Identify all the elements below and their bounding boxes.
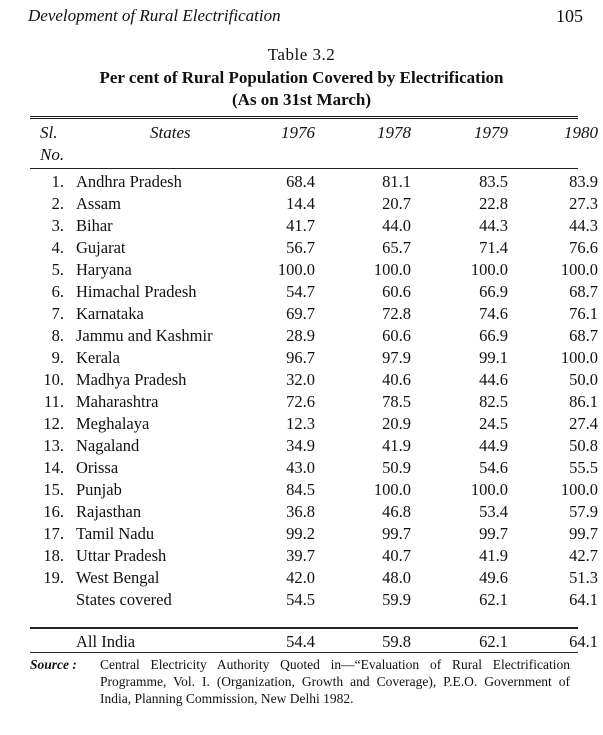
row-value-1976: 100.0 <box>277 260 315 279</box>
row-value-1976: 69.7 <box>286 304 315 323</box>
header-year-1979: 1979 <box>474 123 508 142</box>
row-value-1980: 68.7 <box>569 282 598 301</box>
header-year-1976: 1976 <box>281 123 315 142</box>
row-state: Uttar Pradesh <box>76 546 167 565</box>
row-value-1979: 49.6 <box>479 568 508 587</box>
row-state: Jammu and Kashmir <box>76 326 213 345</box>
row-value-1979: 82.5 <box>479 392 508 411</box>
row-number: 11. <box>43 392 64 411</box>
row-number: 10. <box>43 370 64 389</box>
row-number: 17. <box>43 524 64 543</box>
row-value-1979: 53.4 <box>479 502 508 521</box>
row-state: Karnataka <box>76 304 144 323</box>
row-value-1978: 65.7 <box>382 238 411 257</box>
row-number: 14. <box>43 458 64 477</box>
row-value-1976: 54.5 <box>286 590 315 609</box>
row-value-1979: 62.1 <box>479 632 508 651</box>
header-year-1980: 1980 <box>564 123 598 142</box>
row-state: States covered <box>76 590 172 609</box>
row-value-1980: 99.7 <box>569 524 598 543</box>
row-value-1978: 50.9 <box>382 458 411 477</box>
page-number: 105 <box>556 6 583 26</box>
row-value-1976: 32.0 <box>286 370 315 389</box>
row-value-1978: 46.8 <box>382 502 411 521</box>
table-row <box>0 524 603 546</box>
row-value-1978: 97.9 <box>382 348 411 367</box>
table-row <box>0 260 603 282</box>
table-bottom-rule <box>30 652 578 653</box>
row-value-1978: 40.7 <box>382 546 411 565</box>
row-value-1980: 100.0 <box>560 480 598 499</box>
row-state: Gujarat <box>76 238 126 257</box>
table-row <box>0 568 603 590</box>
row-number: 16. <box>43 502 64 521</box>
row-value-1978: 41.9 <box>382 436 411 455</box>
row-state: Orissa <box>76 458 119 477</box>
row-value-1980: 50.8 <box>569 436 598 455</box>
row-state: West Bengal <box>76 568 160 587</box>
header-sl: Sl. <box>40 123 58 142</box>
header-rule <box>30 168 578 169</box>
table-row <box>0 392 603 414</box>
row-state: Andhra Pradesh <box>76 172 182 191</box>
row-number: 6. <box>51 282 64 301</box>
row-value-1976: 54.7 <box>286 282 315 301</box>
source-text: Central Electricity Authority Quoted in—“Evaluation of Rural Electrification Programme, Vol. I. (Organization, Growth and Coverage), P.E.O. Government of India, Planning Commission, New Delhi 1982. <box>100 657 570 706</box>
row-value-1979: 44.3 <box>479 216 508 235</box>
row-number: 9. <box>51 348 64 367</box>
row-state: Madhya Pradesh <box>76 370 187 389</box>
row-value-1978: 100.0 <box>373 260 411 279</box>
source-label: Source : <box>30 657 77 672</box>
row-value-1979: 100.0 <box>470 260 508 279</box>
table-row <box>0 194 603 216</box>
row-value-1979: 99.1 <box>479 348 508 367</box>
row-value-1976: 14.4 <box>286 194 315 213</box>
row-value-1980: 57.9 <box>569 502 598 521</box>
table-row <box>0 238 603 260</box>
row-value-1976: 96.7 <box>286 348 315 367</box>
row-value-1978: 48.0 <box>382 568 411 587</box>
row-value-1979: 99.7 <box>479 524 508 543</box>
row-value-1978: 81.1 <box>382 172 411 191</box>
row-value-1979: 41.9 <box>479 546 508 565</box>
row-value-1980: 51.3 <box>569 568 598 587</box>
row-value-1979: 71.4 <box>479 238 508 257</box>
running-head <box>28 6 583 30</box>
row-value-1976: 28.9 <box>286 326 315 345</box>
row-value-1979: 44.9 <box>479 436 508 455</box>
table-top-rule <box>30 116 578 119</box>
row-number: 5. <box>51 260 64 279</box>
row-value-1979: 66.9 <box>479 326 508 345</box>
row-value-1976: 36.8 <box>286 502 315 521</box>
row-value-1976: 41.7 <box>286 216 315 235</box>
row-value-1980: 27.4 <box>569 414 598 433</box>
row-value-1978: 78.5 <box>382 392 411 411</box>
row-number: 8. <box>51 326 64 345</box>
row-value-1978: 72.8 <box>382 304 411 323</box>
row-value-1978: 99.7 <box>382 524 411 543</box>
row-value-1976: 56.7 <box>286 238 315 257</box>
row-state: Tamil Nadu <box>76 524 155 543</box>
row-value-1978: 60.6 <box>382 326 411 345</box>
row-state: Haryana <box>76 260 132 279</box>
row-value-1980: 64.1 <box>569 590 598 609</box>
row-value-1976: 84.5 <box>286 480 315 499</box>
table-row <box>0 458 603 480</box>
row-value-1978: 59.8 <box>382 632 411 651</box>
row-value-1978: 20.7 <box>382 194 411 213</box>
row-value-1980: 100.0 <box>560 260 598 279</box>
table-row <box>0 590 603 612</box>
header-states: States <box>150 123 191 142</box>
row-value-1978: 100.0 <box>373 480 411 499</box>
row-value-1978: 40.6 <box>382 370 411 389</box>
row-state: Maharashtra <box>76 392 159 411</box>
table-row <box>0 414 603 436</box>
table-title: Per cent of Rural Population Covered by Electrification <box>99 68 504 87</box>
row-value-1980: 76.1 <box>569 304 598 323</box>
table-row <box>0 370 603 392</box>
row-number: 15. <box>43 480 64 499</box>
row-value-1980: 100.0 <box>560 348 598 367</box>
row-state: Nagaland <box>76 436 140 455</box>
row-state: Meghalaya <box>76 414 150 433</box>
row-state: Assam <box>76 194 121 213</box>
table-row <box>0 546 603 568</box>
row-value-1976: 99.2 <box>286 524 315 543</box>
table-row <box>0 326 603 348</box>
total-rule <box>30 627 578 629</box>
table-row <box>0 172 603 194</box>
row-value-1978: 59.9 <box>382 590 411 609</box>
row-value-1979: 83.5 <box>479 172 508 191</box>
row-value-1976: 12.3 <box>286 414 315 433</box>
row-value-1979: 66.9 <box>479 282 508 301</box>
table-row <box>0 436 603 458</box>
row-value-1980: 86.1 <box>569 392 598 411</box>
row-value-1980: 42.7 <box>569 546 598 565</box>
row-number: 19. <box>43 568 64 587</box>
row-value-1980: 44.3 <box>569 216 598 235</box>
running-title: Development of Rural Electrification <box>28 6 281 25</box>
table-row <box>0 282 603 304</box>
header-year-1978: 1978 <box>377 123 411 142</box>
row-value-1979: 74.6 <box>479 304 508 323</box>
header-no: No. <box>40 145 65 164</box>
row-number: 1. <box>51 172 64 191</box>
row-value-1976: 43.0 <box>286 458 315 477</box>
row-value-1979: 62.1 <box>479 590 508 609</box>
row-value-1980: 76.6 <box>569 238 598 257</box>
row-number: 12. <box>43 414 64 433</box>
row-value-1976: 72.6 <box>286 392 315 411</box>
row-value-1980: 55.5 <box>569 458 598 477</box>
row-value-1978: 20.9 <box>382 414 411 433</box>
row-state: Kerala <box>76 348 120 367</box>
row-value-1979: 22.8 <box>479 194 508 213</box>
row-value-1980: 68.7 <box>569 326 598 345</box>
table-row <box>0 480 603 502</box>
row-value-1976: 42.0 <box>286 568 315 587</box>
row-value-1976: 54.4 <box>286 632 315 651</box>
row-value-1979: 44.6 <box>479 370 508 389</box>
table-row <box>0 216 603 238</box>
row-number: 7. <box>51 304 64 323</box>
row-number: 2. <box>51 194 64 213</box>
table-row <box>0 348 603 370</box>
row-value-1980: 83.9 <box>569 172 598 191</box>
row-value-1979: 100.0 <box>470 480 508 499</box>
row-number: 3. <box>51 216 64 235</box>
row-value-1979: 24.5 <box>479 414 508 433</box>
row-state: Punjab <box>76 480 122 499</box>
row-value-1980: 50.0 <box>569 370 598 389</box>
row-state: All India <box>76 632 136 651</box>
row-value-1976: 39.7 <box>286 546 315 565</box>
row-state: Himachal Pradesh <box>76 282 197 301</box>
table-label: Table 3.2 <box>267 45 336 64</box>
table-row <box>0 304 603 326</box>
row-state: Bihar <box>76 216 113 235</box>
table-row-all-india <box>0 632 603 654</box>
row-state: Rajasthan <box>76 502 142 521</box>
row-value-1980: 64.1 <box>569 632 598 651</box>
row-number: 18. <box>43 546 64 565</box>
row-value-1976: 68.4 <box>286 172 315 191</box>
row-value-1978: 44.0 <box>382 216 411 235</box>
row-value-1980: 27.3 <box>569 194 598 213</box>
table-row <box>0 502 603 524</box>
row-value-1978: 60.6 <box>382 282 411 301</box>
row-value-1976: 34.9 <box>286 436 315 455</box>
row-number: 4. <box>51 238 64 257</box>
table-subtitle: (As on 31st March) <box>232 90 371 109</box>
row-value-1979: 54.6 <box>479 458 508 477</box>
row-number: 13. <box>43 436 64 455</box>
table-body <box>0 172 603 612</box>
